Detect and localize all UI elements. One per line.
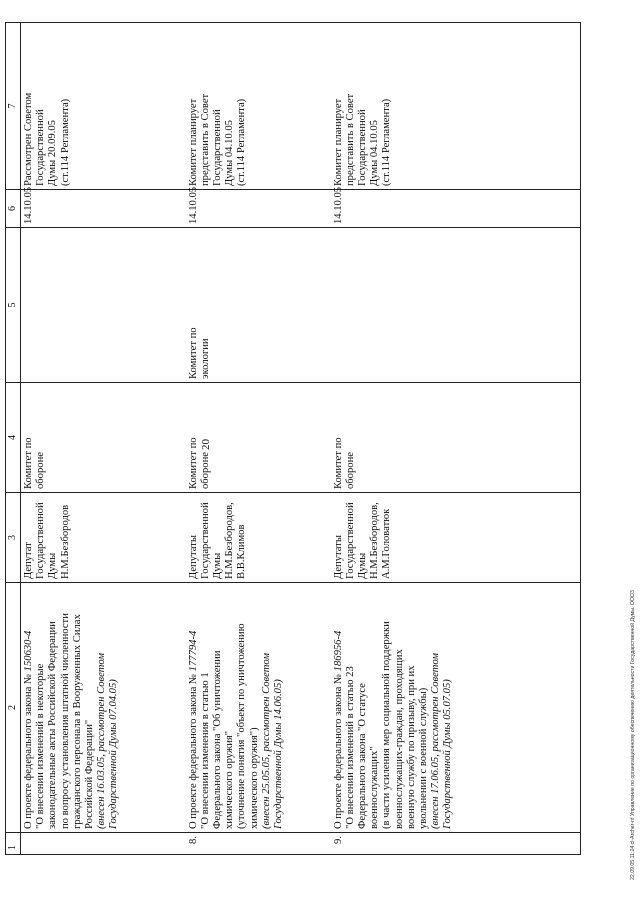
- bill-title-text: О проекте федерального закона №: [23, 673, 34, 829]
- bill-description-cell: [331, 583, 581, 833]
- text-line: обороне: [344, 452, 356, 489]
- text-line: Н.М.Безбородов,: [224, 502, 236, 579]
- text-line: Государственной Думы 05.07.05): [442, 679, 454, 829]
- co-committee-cell: [331, 228, 581, 383]
- text-line: (внесен 16.03.05, рассмотрен Советом: [96, 653, 108, 829]
- row-number-cell: [21, 833, 186, 855]
- text-line: Думы 20.09.05: [47, 120, 59, 186]
- bill-number: 186956-4: [332, 630, 344, 672]
- bill-title-text: О проекте федерального закона №: [187, 673, 199, 829]
- text-line: (внесен 17.06.05, рассмотрен Советом: [430, 653, 442, 829]
- column-header: 5: [6, 228, 21, 383]
- rotated-page: [0, 20, 640, 880]
- text-line: Российской Федерации": [84, 719, 96, 829]
- text-line: Думы: [47, 552, 59, 579]
- co-committee-cell: [21, 228, 186, 383]
- text-line: Н.М.Безбородов,: [369, 502, 381, 579]
- column-header: 2: [6, 583, 21, 833]
- text-line: Комитет планирует: [332, 98, 344, 186]
- text-line: Рассмотрен Советом: [23, 92, 34, 186]
- header-row: [6, 23, 21, 855]
- bill-title: [23, 586, 35, 829]
- text-line: Государственной: [35, 502, 47, 579]
- text-line: Депутат: [23, 542, 34, 579]
- text-line: Государственной Думы 14.06.05): [272, 679, 284, 829]
- bill-title-text: О проекте федерального закона №: [332, 673, 344, 829]
- text-line: Государственной: [344, 502, 356, 579]
- table-row: [186, 23, 331, 855]
- text-line: Думы: [211, 552, 223, 579]
- text-line: Думы: [356, 552, 368, 579]
- text-line: Думы 04.10.05: [224, 120, 236, 186]
- text-line: представить в Совет: [344, 93, 356, 186]
- text-line: Государственной: [199, 502, 211, 579]
- text-line: Комитет по: [187, 437, 199, 489]
- status-cell: [21, 23, 186, 190]
- status-cell: [331, 23, 581, 190]
- column-header: 4: [6, 383, 21, 493]
- bill-description-cell: [186, 583, 331, 833]
- sponsors-cell: [186, 493, 331, 583]
- text-line: Комитет планирует: [187, 98, 199, 186]
- bill-title: [188, 586, 200, 829]
- text-line: Государственной: [211, 109, 223, 186]
- table-row: [331, 23, 581, 855]
- text-line: (уточнение понятия "объект по уничтожению: [236, 623, 248, 829]
- bill-number: 150630-4: [23, 630, 34, 672]
- row-number-cell: 8.: [186, 833, 331, 855]
- date-cell: 14.10.05: [21, 190, 186, 228]
- date-cell: 14.10.05: [331, 190, 581, 228]
- text-line: "О внесении изменений в некоторые: [35, 663, 47, 829]
- text-line: А.М.Головатюк: [381, 508, 393, 579]
- text-line: Государственной: [356, 109, 368, 186]
- text-line: представить в Совет: [199, 93, 211, 186]
- text-line: по вопросу установления штатной численности: [59, 613, 71, 829]
- text-line: Федерального закона "Об уничтожении: [211, 650, 223, 829]
- text-line: (в части усиления мер социальной поддержки: [381, 621, 393, 829]
- sponsors-cell: [21, 493, 186, 583]
- text-line: химического оружия": [224, 730, 236, 829]
- responsible-committee-cell: [331, 383, 581, 493]
- text-line: законодательные акты Российской Федерации: [47, 621, 59, 829]
- status-cell: [186, 23, 331, 190]
- text-line: обороне: [35, 452, 47, 489]
- text-line: "О внесении изменения в статью 1: [199, 672, 211, 829]
- text-line: увольнении с военной службы): [417, 687, 429, 829]
- text-line: В.В.Климов: [236, 524, 248, 579]
- responsible-committee-cell: [186, 383, 331, 493]
- responsible-committee-cell: [21, 383, 186, 493]
- text-line: (ст.114 Регламента): [236, 98, 248, 186]
- page-number: 20: [200, 439, 212, 450]
- text-line: (ст.114 Регламента): [59, 98, 71, 186]
- text-line: химического оружия"): [248, 727, 260, 829]
- table-row: [21, 23, 186, 855]
- bill-description-cell: [21, 583, 186, 833]
- bills-table: [5, 22, 581, 855]
- text-line: Депутаты: [187, 535, 199, 579]
- text-line: Н.М.Безбородов: [59, 504, 71, 579]
- column-header: 7: [6, 23, 21, 190]
- text-line: Комитет по: [187, 327, 199, 379]
- text-line: экологии: [199, 338, 211, 379]
- bill-number: 177794-4: [187, 630, 199, 672]
- text-line: Комитет по: [23, 437, 34, 489]
- text-line: "О внесении изменений в статью 23: [344, 666, 356, 829]
- row-number-cell: 9.: [331, 833, 581, 855]
- text-line: военнослужащих": [369, 746, 381, 829]
- text-line: Депутаты: [332, 535, 344, 579]
- bill-title: [333, 586, 345, 829]
- text-line: Думы 04.10.05: [369, 120, 381, 186]
- text-line: Государственной: [35, 109, 47, 186]
- column-header: 3: [6, 493, 21, 583]
- column-header: 1: [6, 833, 21, 855]
- text-line: (внесен 25.05.05, рассмотрен Советом: [260, 653, 272, 829]
- print-footer: 22.09.05 11:24 cl-Archer-nf Управление по организационному обеспечению деятельности Государственной Думы. ООО3: [630, 590, 636, 880]
- sponsors-cell: [331, 493, 581, 583]
- text-line: Федерального закона "О статусе: [356, 683, 368, 829]
- text-line: военную службу по призыву, при их: [405, 665, 417, 829]
- text-line: Государственной Думы 07.04.05): [108, 679, 120, 829]
- text-line: военнослужащих-граждан, проходящих: [393, 649, 405, 829]
- text-line: (ст.114 Регламента): [381, 98, 393, 186]
- text-line: обороне: [199, 452, 211, 489]
- text-line: гражданского персонала в Вооруженных Силах: [71, 614, 83, 829]
- column-header: 6: [6, 190, 21, 228]
- text-line: Комитет по: [332, 437, 344, 489]
- co-committee-cell: [186, 228, 331, 383]
- date-cell: 14.10.05: [186, 190, 331, 228]
